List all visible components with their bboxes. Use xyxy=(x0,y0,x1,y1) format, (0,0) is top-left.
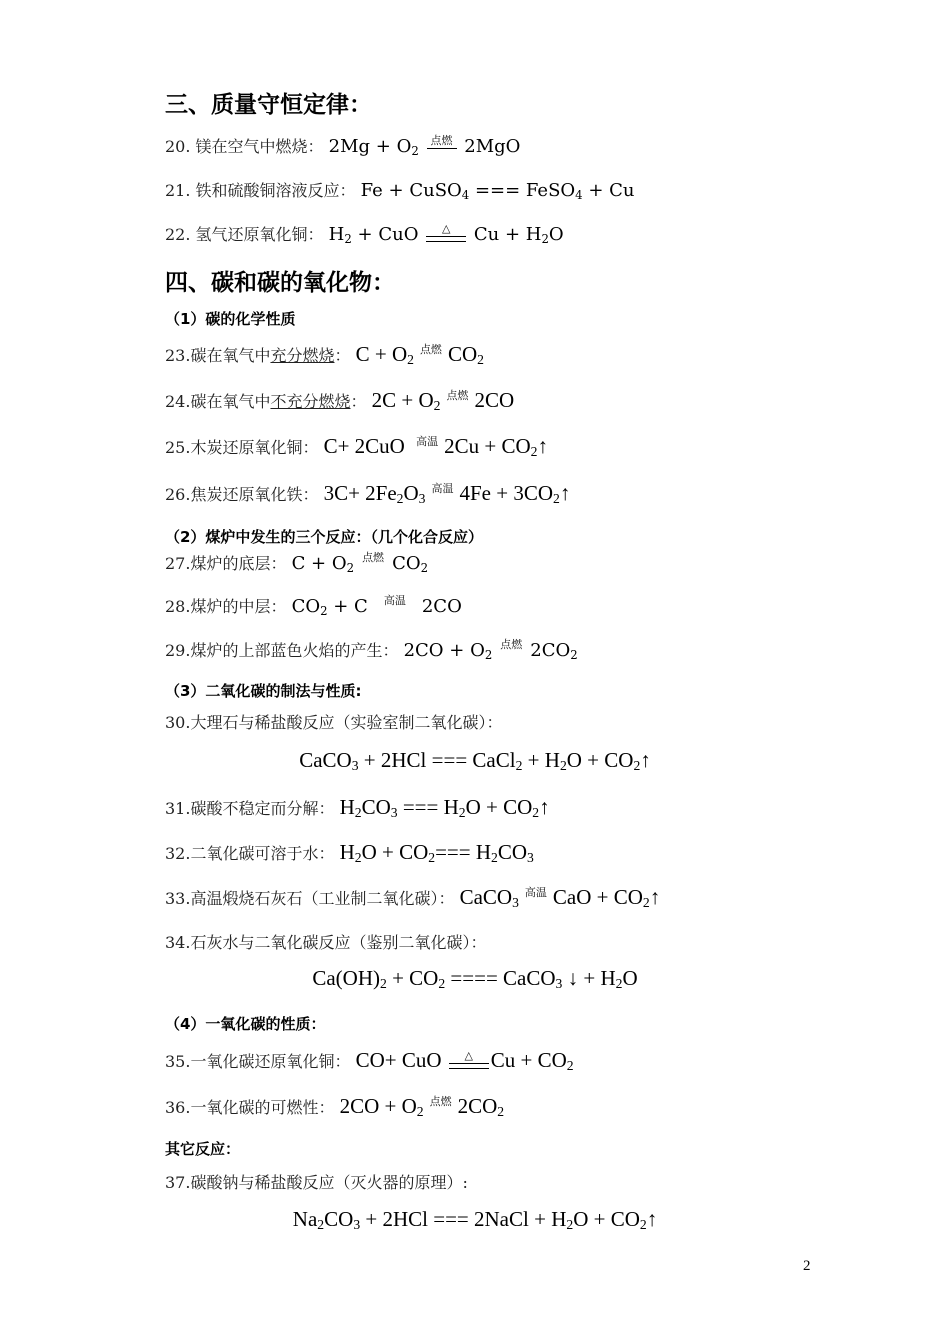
reaction-23 xyxy=(165,342,484,367)
reaction-desc: 碳酸钠与稀盐酸反应（灭火器的原理）: xyxy=(190,1173,468,1192)
colon: ： xyxy=(334,346,351,365)
reaction-desc: 一氧化碳的可燃性： xyxy=(190,1098,335,1117)
reaction-26 xyxy=(165,481,570,506)
equation: CaCO$_3$ 高温 CaO + $CO_2↑$ xyxy=(459,885,661,910)
reaction-27 xyxy=(165,551,428,574)
item-number: 30. xyxy=(165,713,191,732)
equation: $H_2$ + CuO △ $Cu + H_2O$ xyxy=(328,222,564,246)
reaction-desc: 氢气还原氧化铜： xyxy=(195,225,324,244)
item-number: 28. xyxy=(165,597,191,616)
equation: $2CO + O_2$ 点燃 $2CO_2$ xyxy=(403,638,578,662)
item-number: 27. xyxy=(165,554,191,573)
reaction-desc: 碳在氧气中 xyxy=(190,346,271,365)
equation: $H_2CO_3$ === $H_2O$ + $CO_2↑$ xyxy=(339,795,550,820)
item-number: 31. xyxy=(165,799,191,818)
section-4-title: 四、碳和碳的氧化物： xyxy=(165,270,395,296)
reaction-condition-arrow: 点燃 xyxy=(427,135,457,149)
item-number: 26. xyxy=(165,485,191,504)
reaction-desc: 焦炭还原氧化铁： xyxy=(190,485,319,504)
reaction-desc: 大理石与稀盐酸反应（实验室制二氧化碳）： xyxy=(190,713,503,732)
subsection-3-title: （3）二氧化碳的制法与性质: xyxy=(165,682,362,700)
reaction-desc: 镁在空气中燃烧： xyxy=(195,137,324,156)
reaction-condition-arrow: 高温 xyxy=(383,594,406,607)
reaction-30-desc xyxy=(165,710,502,733)
reaction-condition-arrow: 高温 xyxy=(416,435,439,448)
reaction-37-desc xyxy=(165,1170,468,1193)
item-number: 22. xyxy=(165,225,191,244)
reaction-20 xyxy=(165,134,520,157)
reaction-condition-arrow: 点燃 xyxy=(362,551,385,564)
item-number: 25. xyxy=(165,438,191,457)
reaction-33 xyxy=(165,885,660,910)
reaction-32 xyxy=(165,840,534,865)
item-number: 24. xyxy=(165,392,191,411)
equation: CO+ CuO △ $Cu + CO_2$ xyxy=(355,1048,574,1073)
reaction-desc: 二氧化碳可溶于水： xyxy=(190,844,335,863)
reaction-25 xyxy=(165,434,548,459)
reaction-31 xyxy=(165,795,550,820)
item-number: 34. xyxy=(165,933,191,952)
reaction-desc: 一氧化碳还原氧化铜： xyxy=(190,1052,351,1071)
item-number: 20. xyxy=(165,137,191,156)
reaction-29 xyxy=(165,638,578,661)
equation: $CO_2 + C$ 高温 2CO xyxy=(291,594,462,618)
item-number: 36. xyxy=(165,1098,191,1117)
subsection-1-title: （1）碳的化学性质 xyxy=(165,310,296,328)
reaction-condition-arrow: 点燃 xyxy=(429,1095,452,1108)
reaction-desc: 木炭还原氧化铜： xyxy=(190,438,319,457)
reaction-condition-arrow: 点燃 xyxy=(500,638,523,651)
reaction-desc-underlined: 充分燃烧 xyxy=(270,346,335,365)
reaction-21 xyxy=(165,178,635,201)
equation: $H_2O + CO_2=== H_2CO_3$ xyxy=(339,840,534,865)
reaction-24 xyxy=(165,388,514,413)
subsection-4-title: （4）一氧化碳的性质： xyxy=(165,1015,326,1033)
other-reactions-title: 其它反应： xyxy=(165,1140,241,1158)
equation: $2Mg + O_2$ 点燃 2MgO xyxy=(328,134,521,158)
item-number: 35. xyxy=(165,1052,191,1071)
item-number: 32. xyxy=(165,844,191,863)
reaction-desc-underlined: 不充分燃烧 xyxy=(270,392,351,411)
reaction-condition-arrow: 点燃 xyxy=(419,343,442,356)
item-number: 33. xyxy=(165,889,191,908)
reaction-desc: 高温煅烧石灰石（工业制二氧化碳）： xyxy=(190,889,455,908)
reaction-22 xyxy=(165,222,564,250)
equation: $2CO + O_2$ 点燃 $2CO_2$ xyxy=(339,1094,505,1119)
reaction-34-desc xyxy=(165,930,486,953)
reaction-30-equation: CaCO$_3$ + 2HCl === CaCl$_2$ + $H_2O$ + $CO_2↑$ xyxy=(299,748,651,773)
reaction-desc: 铁和硫酸铜溶液反应： xyxy=(195,181,356,200)
reaction-condition-arrow: 高温 xyxy=(431,482,454,495)
equation: C+ 2CuO 高温 $2Cu + CO_2↑$ xyxy=(323,434,548,459)
item-number: 21. xyxy=(165,181,191,200)
reaction-desc: 煤炉的底层： xyxy=(190,554,287,573)
item-number: 37. xyxy=(165,1173,191,1192)
reaction-desc: 碳酸不稳定而分解： xyxy=(190,799,335,818)
item-number: 29. xyxy=(165,641,191,660)
reaction-36 xyxy=(165,1094,504,1119)
heat-condition-arrow: △ xyxy=(449,1050,489,1069)
item-number: 23. xyxy=(165,346,191,365)
reaction-desc: 煤炉的中层： xyxy=(190,597,287,616)
subsection-2-title: （2）煤炉中发生的三个反应：（几个化合反应） xyxy=(165,528,483,546)
reaction-desc: 碳在氧气中 xyxy=(190,392,271,411)
reaction-desc: 石灰水与二氧化碳反应（鉴别二氧化碳）： xyxy=(190,933,487,952)
equation: $2C + O_2$ 点燃 2CO xyxy=(371,388,515,413)
reaction-desc: 煤炉的上部蓝色火焰的产生： xyxy=(190,641,399,660)
page-number: 2 xyxy=(803,1258,811,1274)
colon: ： xyxy=(350,392,367,411)
reaction-condition-arrow: 高温 xyxy=(524,886,547,899)
equation: $C + O_2$ 点燃 $CO_2$ xyxy=(355,342,484,367)
heat-condition-arrow: △ xyxy=(426,223,466,242)
reaction-35 xyxy=(165,1048,574,1077)
equation: $C + O_2$ 点燃 $CO_2$ xyxy=(291,551,429,575)
reaction-condition-arrow: 点燃 xyxy=(446,389,469,402)
equation: $3C+ 2Fe_2O_3$ 高温 $4Fe + 3CO_2↑$ xyxy=(323,481,571,506)
reaction-28 xyxy=(165,594,462,617)
equation: Fe + CuSO$_4$ === FeSO$_4$ + Cu xyxy=(360,180,635,202)
section-3-title: 三、质量守恒定律： xyxy=(165,92,372,118)
reaction-37-equation: $Na_2CO_3 + 2HCl$ === 2NaCl + $H_2O$ + $CO_2↑$ xyxy=(292,1207,658,1232)
reaction-34-equation: $Ca(OH)_2 + CO_2$ ==== CaCO$_3$ ↓ + $H_2O$ xyxy=(312,966,638,991)
